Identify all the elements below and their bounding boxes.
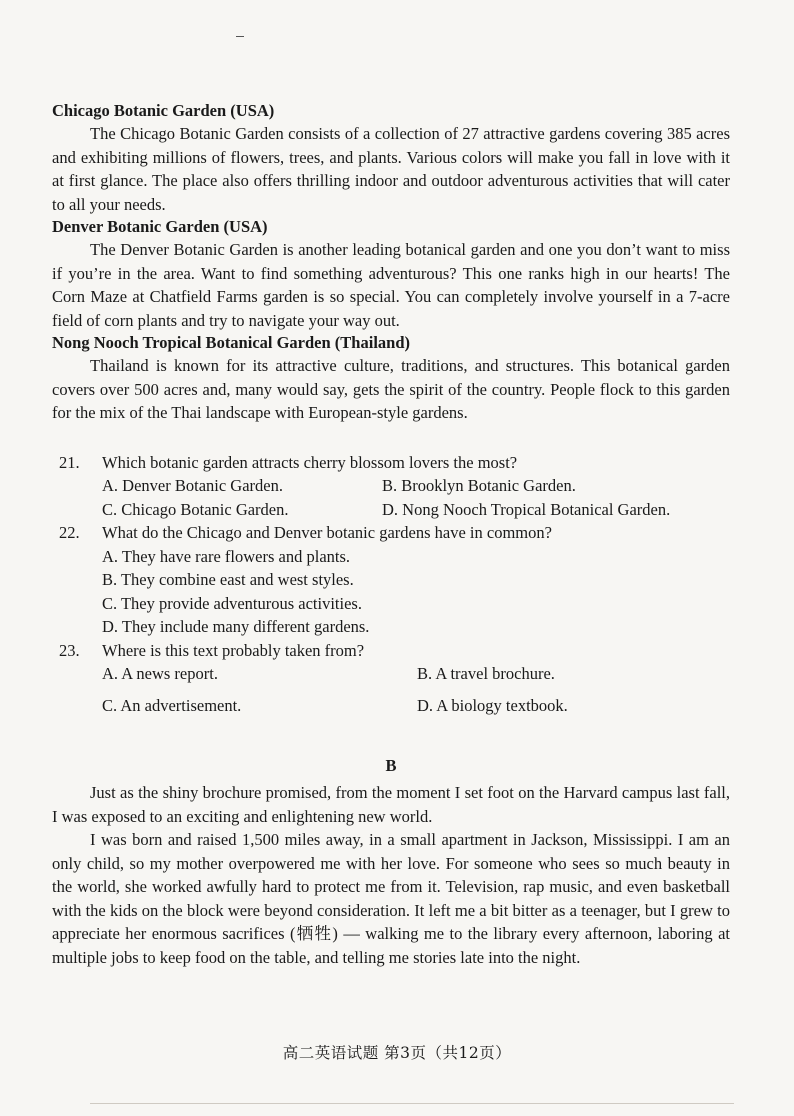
question-list (52, 451, 730, 718)
scan-edge (90, 1103, 734, 1104)
section-heading: B (385, 756, 397, 775)
question-number: 23. (59, 640, 80, 660)
option-row (102, 474, 730, 498)
question-22 (52, 521, 730, 639)
garden-chicago (52, 100, 730, 216)
option-c: C. An advertisement. (102, 695, 242, 715)
question-stem: Where is this text probably taken from? (102, 640, 365, 660)
option-b: B. Brooklyn Botanic Garden. (382, 476, 576, 495)
option-d: D. They include many different gardens. (102, 617, 370, 636)
question-number: 22. (59, 523, 80, 542)
option-d: D. Nong Nooch Tropical Botanical Garden. (382, 499, 671, 519)
garden-nong-nooch (52, 332, 730, 425)
garden-description-chicago: The Chicago Botanic Garden consists of a collection of 27 attractive gardens covering 385 acres and exhibiting millions of flowers, trees, and plants. Various colors will make you fall in love with it at first glance. The place also offers thrilling indoor and outdoor adventurous activities that will cater to all your needs. (52, 124, 730, 214)
option-a: A. They have rare flowers and plants. (102, 546, 351, 566)
garden-title-denver: Denver Botanic Garden (USA) (52, 217, 268, 236)
option-row (102, 662, 730, 686)
reading-passage-b (52, 781, 730, 969)
garden-title-nong-nooch: Nong Nooch Tropical Botanical Garden (Thailand) (52, 333, 411, 352)
question-23 (52, 639, 730, 718)
scan-mark (236, 36, 244, 37)
garden-title-chicago: Chicago Botanic Garden (USA) (52, 101, 275, 120)
page-content (52, 100, 730, 969)
option-a: A. Denver Botanic Garden. (102, 476, 283, 495)
option-c: C. Chicago Botanic Garden. (102, 499, 289, 519)
option-c: C. They provide adventurous activities. (102, 593, 362, 613)
garden-denver (52, 216, 730, 332)
option-row (102, 498, 730, 522)
passage-paragraph: Just as the shiny brochure promised, from the moment I set foot on the Harvard campus last fall, I was exposed to an exciting and enlightening new world. (52, 783, 730, 826)
option-b: B. A travel brochure. (417, 664, 555, 683)
garden-description-denver: The Denver Botanic Garden is another leading botanical garden and one you don’t want to miss if you’re in the area. Want to find something adventurous? This one ranks high in our hearts! The Corn Maze at Chatfield Farms garden is so special. You can completely involve yourself in a 7-acre field of corn plants and try to navigate your way out. (52, 240, 730, 330)
option-d: D. A biology textbook. (417, 695, 568, 715)
question-stem: What do the Chicago and Denver botanic gardens have in common? (102, 523, 552, 542)
passage-paragraph: I was born and raised 1,500 miles away, in a small apartment in Jackson, Mississippi. I am an only child, so my mother overpowered me with her love. For someone who sees so much beauty in the world, she worked awfully hard to protect me from it. Television, rap music, and even basketball with the kids on the block were beyond consideration. It left me a bit bitter as a teenager, but I grew to appreciate her enormous sacrifices (牺牲) — walking me to the library every afternoon, laboring at multiple jobs to keep food on the table, and telling me stories late into the night. (52, 830, 730, 967)
question-stem: Which botanic garden attracts cherry blossom lovers the most? (102, 452, 518, 472)
option-row (102, 694, 730, 718)
page-footer: 高二英语试题 第3页（共12页） (282, 1044, 512, 1062)
garden-description-nong-nooch: Thailand is known for its attractive culture, traditions, and structures. This botanical garden covers over 500 acres and, many would say, gets the spirit of the country. People flock to this garden for the mix of the Thai landscape with European-style gardens. (52, 356, 730, 422)
option-b: B. They combine east and west styles. (102, 570, 354, 589)
question-number: 21. (59, 452, 80, 472)
option-a: A. A news report. (102, 664, 218, 683)
question-21 (52, 451, 730, 522)
